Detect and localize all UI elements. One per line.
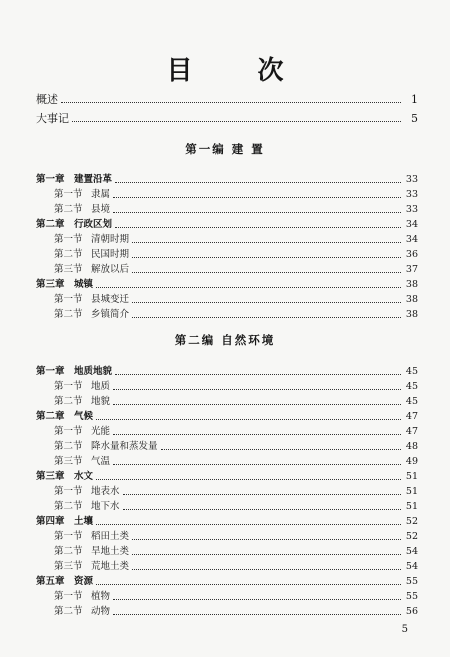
toc-entry-chronicle[interactable] bbox=[36, 110, 418, 125]
section-title: 解放以后 bbox=[91, 264, 130, 275]
toc-entry-page: 52 bbox=[405, 516, 418, 527]
toc-section[interactable] bbox=[36, 424, 418, 438]
section-title: 旱地土类 bbox=[91, 546, 130, 557]
section-title: 民国时期 bbox=[91, 249, 130, 260]
toc-section[interactable] bbox=[36, 589, 418, 603]
toc-entry-page: 55 bbox=[405, 576, 418, 587]
toc-entry-page: 54 bbox=[405, 561, 418, 572]
chapter-number: 第一章 bbox=[36, 174, 65, 185]
toc-section[interactable] bbox=[36, 232, 418, 246]
section-title: 气温 bbox=[91, 456, 111, 467]
toc-entry-overview[interactable] bbox=[36, 91, 418, 106]
dot-leader bbox=[96, 583, 401, 585]
toc-section[interactable] bbox=[36, 394, 418, 408]
dot-leader bbox=[132, 316, 401, 318]
toc-entry-page: 45 bbox=[405, 366, 418, 377]
chapter-title: 城镇 bbox=[74, 279, 94, 290]
toc-section[interactable] bbox=[36, 529, 418, 543]
toc-entry-page: 56 bbox=[405, 606, 418, 617]
section-title: 地表水 bbox=[91, 486, 120, 497]
dot-leader bbox=[113, 463, 401, 465]
dot-leader bbox=[96, 286, 401, 288]
section-number: 第一节 bbox=[54, 234, 83, 245]
section-title: 稻田土类 bbox=[91, 531, 130, 542]
section-number: 第一节 bbox=[54, 189, 83, 200]
chapter-number: 第五章 bbox=[36, 576, 65, 587]
dot-leader bbox=[132, 271, 401, 273]
dot-leader bbox=[61, 101, 401, 103]
section-title: 县城变迁 bbox=[91, 294, 130, 305]
dot-leader bbox=[113, 403, 401, 405]
dot-leader bbox=[113, 211, 401, 213]
section-number: 第一节 bbox=[54, 591, 83, 602]
toc-section[interactable] bbox=[36, 262, 418, 276]
toc-entry-page: 34 bbox=[405, 219, 418, 230]
toc-chapter[interactable] bbox=[36, 469, 418, 483]
toc-section[interactable] bbox=[36, 307, 418, 321]
chapter-number: 第三章 bbox=[36, 279, 65, 290]
chapter-number: 第二章 bbox=[36, 411, 65, 422]
toc-section[interactable] bbox=[36, 604, 418, 618]
section-title: 植物 bbox=[91, 591, 111, 602]
dot-leader bbox=[72, 120, 401, 122]
toc-section[interactable] bbox=[36, 454, 418, 468]
chapter-title: 气候 bbox=[74, 411, 94, 422]
chapter-number: 第二章 bbox=[36, 219, 65, 230]
toc-chapter[interactable] bbox=[36, 277, 418, 291]
chapter-number: 第四章 bbox=[36, 516, 65, 527]
toc-section[interactable] bbox=[36, 484, 418, 498]
dot-leader bbox=[132, 256, 401, 258]
dot-leader bbox=[96, 478, 401, 480]
toc-chapter[interactable] bbox=[36, 364, 418, 378]
toc-entry-label: 大事记 bbox=[36, 112, 69, 125]
dot-leader bbox=[113, 196, 401, 198]
toc-entry-page: 47 bbox=[405, 426, 418, 437]
dot-leader bbox=[132, 241, 401, 243]
section-number: 第三节 bbox=[54, 561, 83, 572]
chapter-title: 地质地貌 bbox=[74, 366, 113, 377]
toc-section[interactable] bbox=[36, 559, 418, 573]
section-number: 第二节 bbox=[54, 204, 83, 215]
section-number: 第三节 bbox=[54, 264, 83, 275]
dot-leader bbox=[132, 538, 401, 540]
section-number: 第一节 bbox=[54, 381, 83, 392]
section-title: 乡镇简介 bbox=[91, 309, 130, 320]
toc-entry-label: 概述 bbox=[36, 93, 58, 106]
toc-section[interactable] bbox=[36, 292, 418, 306]
toc-section[interactable] bbox=[36, 187, 418, 201]
section-title: 地质 bbox=[91, 381, 111, 392]
toc-entry-page: 37 bbox=[405, 264, 418, 275]
toc-section[interactable] bbox=[36, 499, 418, 513]
section-number: 第二节 bbox=[54, 396, 83, 407]
chapter-title: 建置沿革 bbox=[74, 174, 113, 185]
toc-entry-page: 1 bbox=[411, 93, 418, 106]
toc-chapter[interactable] bbox=[36, 409, 418, 423]
section-title: 荒地土类 bbox=[91, 561, 130, 572]
chapter-number: 第一章 bbox=[36, 366, 65, 377]
section-title: 隶属 bbox=[91, 189, 111, 200]
dot-leader bbox=[132, 553, 401, 555]
section-number: 第二节 bbox=[54, 501, 83, 512]
page-number: 5 bbox=[401, 624, 408, 635]
chapter-title: 行政区划 bbox=[74, 219, 113, 230]
toc-chapter[interactable] bbox=[36, 217, 418, 231]
toc-entry-page: 55 bbox=[405, 591, 418, 602]
section-title: 地貌 bbox=[91, 396, 111, 407]
toc-entry-page: 52 bbox=[405, 531, 418, 542]
toc-entry-page: 51 bbox=[405, 471, 418, 482]
section-number: 第二节 bbox=[54, 249, 83, 260]
page-title: 目 次 bbox=[166, 56, 312, 86]
section-number: 第二节 bbox=[54, 309, 83, 320]
dot-leader bbox=[96, 523, 401, 525]
dot-leader bbox=[113, 598, 401, 600]
dot-leader bbox=[161, 448, 401, 450]
chapter-number: 第三章 bbox=[36, 471, 65, 482]
section-number: 第一节 bbox=[54, 426, 83, 437]
toc-entry-page: 47 bbox=[405, 411, 418, 422]
dot-leader bbox=[113, 433, 401, 435]
toc-entry-page: 49 bbox=[405, 456, 418, 467]
dot-leader bbox=[132, 568, 401, 570]
toc-entry-page: 5 bbox=[411, 112, 418, 125]
toc-entry-page: 45 bbox=[405, 381, 418, 392]
toc-section[interactable] bbox=[36, 379, 418, 393]
part-heading: 第一编 建 置 bbox=[185, 142, 265, 156]
chapter-title: 资源 bbox=[74, 576, 94, 587]
dot-leader bbox=[123, 493, 401, 495]
section-number: 第三节 bbox=[54, 456, 83, 467]
toc-entry-page: 36 bbox=[405, 249, 418, 260]
toc-entry-page: 34 bbox=[405, 234, 418, 245]
toc-entry-page: 38 bbox=[405, 309, 418, 320]
toc-entry-page: 51 bbox=[405, 501, 418, 512]
section-title: 县境 bbox=[91, 204, 111, 215]
dot-leader bbox=[115, 181, 401, 183]
toc-entry-page: 33 bbox=[405, 204, 418, 215]
toc-chapter[interactable] bbox=[36, 574, 418, 588]
toc-entry-page: 45 bbox=[405, 396, 418, 407]
toc-chapter[interactable] bbox=[36, 514, 418, 528]
dot-leader bbox=[113, 613, 401, 615]
section-number: 第二节 bbox=[54, 441, 83, 452]
toc-entry-page: 38 bbox=[405, 279, 418, 290]
toc-section[interactable] bbox=[36, 202, 418, 216]
toc-entry-page: 33 bbox=[405, 174, 418, 185]
toc-section[interactable] bbox=[36, 247, 418, 261]
toc-entry-page: 33 bbox=[405, 189, 418, 200]
part-heading: 第二编 自然环境 bbox=[174, 333, 276, 347]
section-number: 第二节 bbox=[54, 546, 83, 557]
dot-leader bbox=[113, 388, 401, 390]
chapter-title: 水文 bbox=[74, 471, 94, 482]
section-title: 动物 bbox=[91, 606, 111, 617]
toc-entry-page: 54 bbox=[405, 546, 418, 557]
section-number: 第二节 bbox=[54, 606, 83, 617]
dot-leader bbox=[115, 226, 401, 228]
section-title: 地下水 bbox=[91, 501, 120, 512]
section-number: 第一节 bbox=[54, 486, 83, 497]
section-title: 降水量和蒸发量 bbox=[91, 441, 158, 452]
toc-entry-page: 48 bbox=[405, 441, 418, 452]
toc-entry-page: 38 bbox=[405, 294, 418, 305]
toc-entry-page: 51 bbox=[405, 486, 418, 497]
section-number: 第一节 bbox=[54, 294, 83, 305]
dot-leader bbox=[115, 373, 401, 375]
toc-section[interactable] bbox=[36, 439, 418, 453]
dot-leader bbox=[132, 301, 401, 303]
chapter-title: 土壤 bbox=[74, 516, 94, 527]
toc-section[interactable] bbox=[36, 544, 418, 558]
section-title: 光能 bbox=[91, 426, 111, 437]
section-title: 清朝时期 bbox=[91, 234, 130, 245]
dot-leader bbox=[123, 508, 401, 510]
dot-leader bbox=[96, 418, 401, 420]
section-number: 第一节 bbox=[54, 531, 83, 542]
toc-chapter[interactable] bbox=[36, 172, 418, 186]
